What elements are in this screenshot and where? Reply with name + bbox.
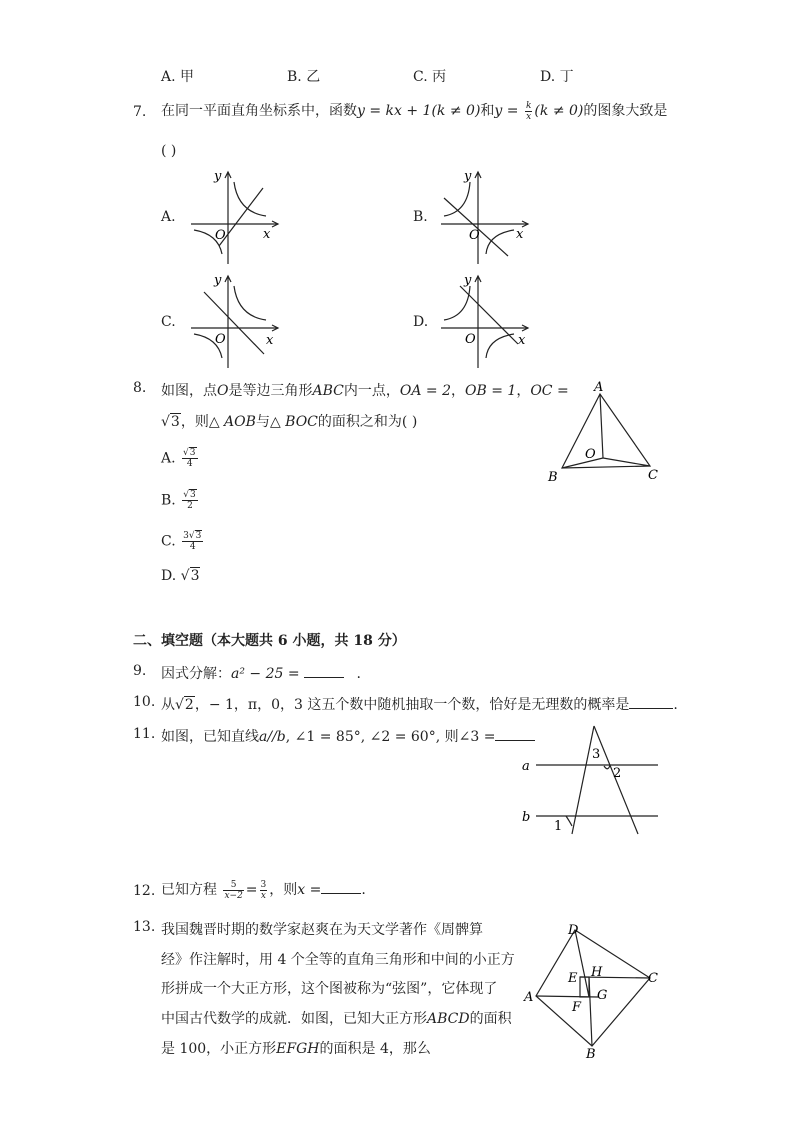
label-2: 2 (613, 766, 622, 781)
label-b: B (586, 1047, 596, 1060)
label-e: E (568, 971, 578, 986)
q13-line5: 是 100，小正方形EFGH的面积是 4，那么 (161, 1041, 431, 1057)
q8-option-a-fraction: $\frac{√3}{4}$ (183, 448, 196, 469)
label-c: C (648, 971, 658, 986)
transversal-1 (572, 726, 594, 834)
q10-number: 10. (133, 694, 156, 710)
label-f: F (572, 1000, 582, 1015)
q7-paren: ( ) (161, 143, 177, 159)
label-a: A (594, 380, 604, 395)
q8-figure-triangle (540, 380, 670, 486)
label-o: O (585, 447, 596, 462)
q7-option-a-label: A. (161, 209, 176, 225)
q6-option-b: B. 乙 (287, 69, 321, 85)
label-a: a (522, 759, 530, 774)
q12-fraction-1: $\frac{5}{x-2}$ (224, 879, 243, 901)
q11-stem: 如图，已知直线a//b, ∠1 = 85°, ∠2 = 60°, 则∠3 = (161, 726, 535, 746)
origin-label: O (215, 228, 226, 243)
q8-option-b: B. $\frac{√3}{2}$ (161, 490, 196, 511)
q8-number: 8. (133, 380, 147, 396)
label-c: C (648, 468, 658, 483)
label-1: 1 (554, 819, 563, 834)
section-heading: 二、填空题（本大题共 6 小题，共 18 分） (133, 633, 406, 649)
q11-number: 11. (133, 726, 156, 742)
q7-text-suffix: 的图象大致是 (583, 103, 668, 119)
small-square-efgh (580, 977, 589, 997)
svg-text:x: x (266, 333, 274, 348)
y-label: y (214, 169, 222, 184)
label-b: B (548, 470, 558, 485)
q7-graph-d (436, 272, 536, 370)
q6-option-a: A. 甲 (161, 69, 195, 85)
q13-line3: 形拼成一个大正方形，这个图被称为“弦图”，它体现了 (161, 981, 498, 997)
q13-line1: 我国魏晋时期的数学家赵爽在为天文学著作《周髀算 (161, 922, 483, 938)
q8-option-b-fraction: $\frac{√3}{2}$ (183, 490, 196, 511)
svg-text:y: y (214, 273, 222, 288)
q7-option-d-label: D. (413, 314, 429, 330)
q7-graph-a (186, 168, 286, 266)
svg-text:O: O (465, 332, 476, 347)
q8-option-c-fraction: $\frac{3√3}{4}$ (183, 531, 202, 552)
q6-option-c: C. 丙 (413, 69, 447, 85)
q7-option-b-label: B. (413, 209, 428, 225)
q7-text-prefix: 在同一平面直角坐标系中，函数 (161, 103, 357, 119)
label-a: A (524, 990, 534, 1005)
square-abcd (536, 930, 650, 1046)
segment-dg (575, 930, 589, 997)
x-label: x (263, 227, 271, 242)
label-h: H (591, 965, 603, 980)
line (444, 198, 508, 256)
q7-stem (161, 100, 667, 122)
q7-func2-cond: (k ≠ 0) (534, 103, 584, 119)
label-b: b (522, 810, 531, 825)
q7-func1: y = kx + 1(k ≠ 0) (357, 103, 481, 119)
svg-text:x: x (516, 227, 524, 242)
hyperbola-branch-q1 (234, 182, 266, 216)
q10-answer-blank[interactable] (629, 696, 673, 709)
label-d: D (568, 923, 579, 938)
q11-figure-parallel-lines (518, 720, 663, 840)
q13-line2: 经》作注解时，用 4 个全等的直角三角形和中间的小正方 (161, 952, 515, 968)
q9-stem: 因式分解：a² − 25 = . (161, 666, 361, 682)
svg-text:O: O (469, 228, 480, 243)
q13-number: 13. (133, 919, 156, 935)
q7-text-mid: 和 (480, 103, 495, 119)
q10-stem: 从√2，− 1，π，0，3 这五个数中随机抽取一个数，恰好是无理数的概率是 . (161, 697, 678, 713)
q8-option-a: A. $\frac{√3}{4}$ (161, 448, 196, 469)
label-3: 3 (592, 747, 601, 762)
q13-line4: 中国古代数学的成就．如图，已知大正方形ABCD的面积 (161, 1011, 512, 1027)
line (204, 292, 264, 354)
svg-text:O: O (215, 332, 226, 347)
label-g: G (597, 988, 608, 1003)
q7-graph-c (186, 272, 286, 370)
q7-func2-lhs: y = (494, 103, 519, 119)
q7-number: 7. (133, 104, 147, 120)
q6-option-d: D. 丁 (540, 69, 574, 85)
q7-graph-b (436, 168, 536, 266)
q9-answer-blank[interactable] (304, 665, 344, 678)
segment-oc (603, 458, 650, 466)
angle-1-arc (566, 816, 572, 826)
sqrt-3: √3 (161, 414, 180, 430)
q7-func2-fraction: $\frac{k}{x}$ (525, 100, 532, 122)
q8-option-d: D. √3 (161, 568, 200, 584)
q12-answer-blank[interactable] (321, 881, 361, 894)
q9-number: 9. (133, 663, 147, 679)
hyperbola-branch-q4 (486, 230, 514, 254)
q8-line1: 如图，点O是等边三角形ABC内一点，OA = 2，OB = 1，OC = (161, 383, 569, 399)
triangle-abc (562, 394, 650, 468)
q12-fraction-2: $\frac{3}{x}$ (260, 879, 267, 901)
svg-text:y: y (464, 273, 472, 288)
svg-text:x: x (518, 333, 526, 348)
segment-ob (562, 458, 603, 468)
q8-line2: √3，则△ AOB与△ BOC的面积之和为( ) (161, 414, 418, 430)
q12-stem: 已知方程 $\frac{5}{x-2}$ = $\frac{3}{x}$ ，则x = . (161, 879, 366, 901)
hyperbola-branch-q2 (444, 182, 470, 216)
segment-oa (600, 394, 603, 458)
svg-text:y: y (464, 169, 472, 184)
q8-option-c: C. $\frac{3√3}{4}$ (161, 531, 202, 552)
q7-option-c-label: C. (161, 314, 176, 330)
q12-number: 12. (133, 883, 156, 899)
q13-figure-xian-diagram (520, 920, 670, 1060)
